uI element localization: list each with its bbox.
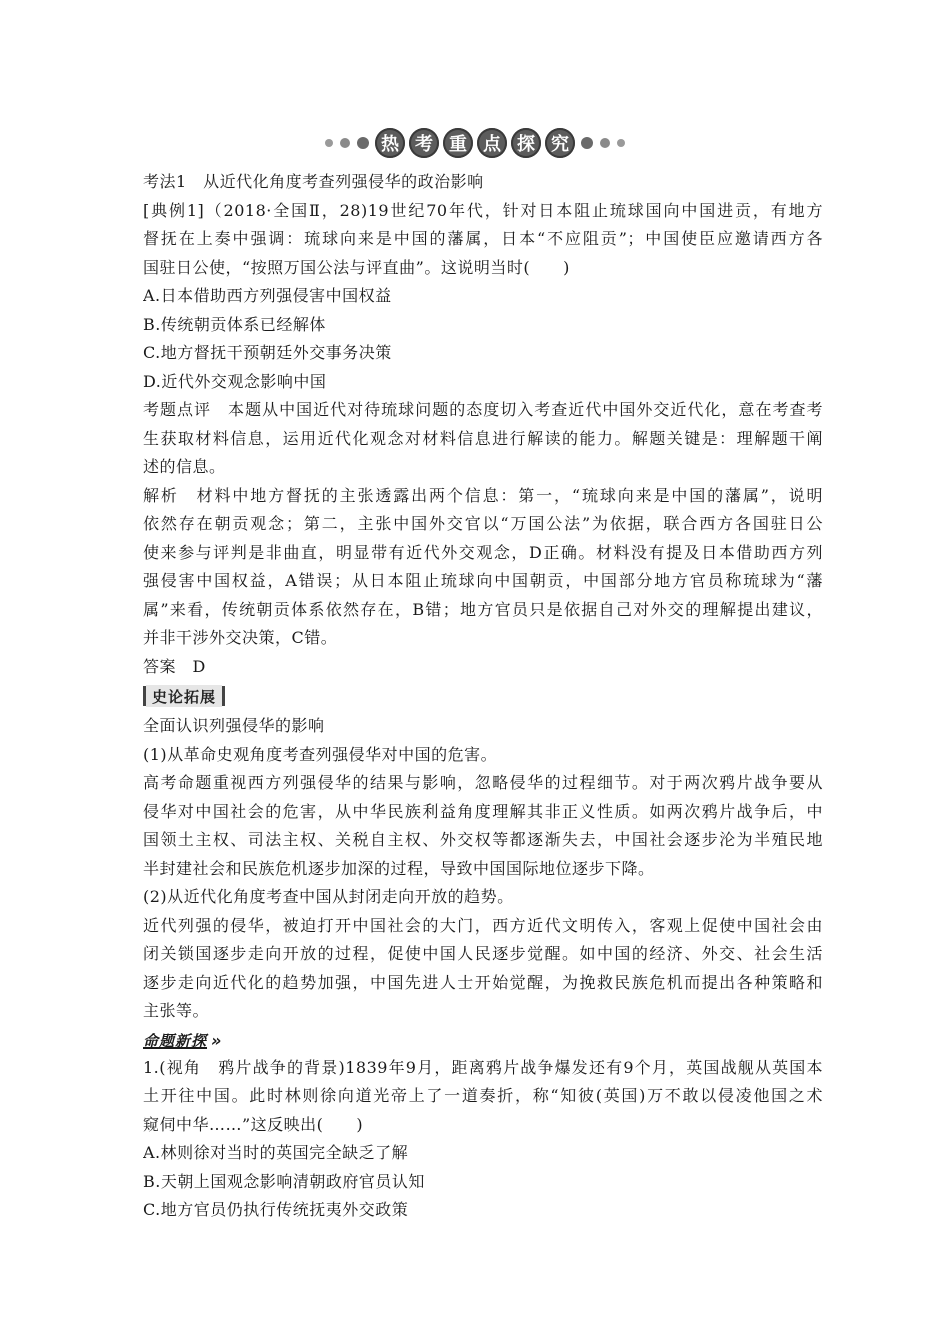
point1-line: 侵华对中国社会的危害，从中华民族利益角度理解其非正义性质。如两次鸦片战争后，中: [143, 801, 823, 821]
analysis-line: 解析 材料中地方督抚的主张透露出两个信息：第一，“琉球向来是中国的藩属”，说明: [143, 485, 823, 505]
double-chevron-icon: »: [211, 1031, 222, 1050]
point1-title: (1)从革命史观角度考查列强侵华对中国的危害。: [143, 744, 498, 764]
answer: 答案 D: [143, 656, 206, 676]
dot-icon: [325, 139, 333, 147]
review-line: 述的信息。: [143, 457, 226, 476]
review-paragraph: [143, 396, 823, 482]
point2-line: 闭关锁国逐步走向开放的过程，促使中国人民逐步觉醒。如中国的经济、外交、社会生活: [143, 944, 823, 963]
option-b: B.天朝上国观念影响清朝政府官员认知: [143, 1171, 425, 1191]
section-heading: 考法1 从近代化角度考查列强侵华的政治影响: [143, 172, 484, 191]
extension-header: [143, 684, 225, 708]
point1-line: 国领土主权、司法主权、关税自主权、外交权等都逐渐失去，中国社会逐步沦为半殖民地: [143, 830, 823, 849]
question-line: [典例1]（2018·全国Ⅱ，28)19世纪70年代，针对日本阻止琉球国向中国进贡，有地方: [143, 200, 823, 220]
option-a: A.日本借助西方列强侵害中国权益: [143, 286, 392, 305]
analysis-line: 使来参与评判是非曲直，明显带有近代外交观念，D正确。材料没有提及日本借助西方列: [143, 542, 823, 562]
banner-char: 探: [511, 128, 541, 158]
banner-char: 重: [443, 128, 473, 158]
extension-title: 全面认识列强侵华的影响: [143, 716, 325, 735]
question-line: 窥伺中华……”这反映出( ): [143, 1114, 364, 1134]
banner-dots-right: [581, 137, 625, 149]
section-banner: [0, 126, 950, 160]
point2-line: 近代列强的侵华，被迫打开中国社会的大门，西方近代文明传入，客观上促使中国社会由: [143, 915, 823, 935]
new-question-label: 命题新探: [143, 1032, 208, 1050]
banner-char: 考: [409, 128, 439, 158]
point2-paragraph: [143, 912, 823, 1026]
point1-line: 高考命题重视西方列强侵华的结果与影响，忽略侵华的过程细节。对于两次鸦片战争要从: [143, 773, 823, 792]
question-line: 国驻日公使，“按照万国公法与评直曲”。这说明当时( ): [143, 257, 570, 277]
dot-icon: [600, 138, 610, 148]
option-c: C.地方督抚干预朝廷外交事务决策: [143, 343, 392, 362]
point1-paragraph: [143, 769, 823, 883]
point2-line: 主张等。: [143, 1001, 210, 1020]
banner-char: 究: [545, 128, 575, 158]
analysis-line: 并非干涉外交决策，C错。: [143, 628, 338, 647]
option-a: A.林则徐对当时的英国完全缺乏了解: [143, 1143, 409, 1162]
banner-dots-left: [325, 137, 369, 149]
main-content: [143, 168, 823, 1225]
dot-icon: [617, 139, 625, 147]
new-question-header: [143, 1028, 823, 1054]
question-line: 督抚在上奏中强调：琉球向来是中国的藩属，日本“不应阻贡”；中国使臣应邀请西方各: [143, 229, 823, 248]
dot-icon: [357, 137, 369, 149]
question-line: 土开往中国。此时林则徐向道光帝上了一道奏折，称“知彼(英国)万不敢以侵凌他国之术: [143, 1086, 823, 1105]
analysis-line: 属”来看，传统朝贡体系依然存在，B错；地方官员只是依据自己对外交的理解提出建议，: [143, 599, 823, 619]
example-question: [143, 197, 823, 283]
option-c: C.地方官员仍执行传统抚夷外交政策: [143, 1200, 409, 1219]
option-b: B.传统朝贡体系已经解体: [143, 314, 326, 334]
analysis-paragraph: [143, 482, 823, 653]
option-d: D.近代外交观念影响中国: [143, 371, 327, 391]
banner-title: [375, 128, 575, 158]
point1-line: 半封建社会和民族危机逐步加深的过程，导致中国国际地位逐步下降。: [143, 858, 655, 878]
analysis-line: 强侵害中国权益，A错误；从日本阻止琉球向中国朝贡，中国部分地方官员称琉球为“藩: [143, 571, 823, 590]
banner-char: 点: [477, 128, 507, 158]
review-line: 考题点评 本题从中国近代对待琉球问题的态度切入考查近代中国外交近代化，意在考查考: [143, 400, 823, 419]
extension-label: 史论拓展: [146, 685, 222, 707]
question-line: 1.(视角 鸦片战争的背景)1839年9月，距离鸦片战争爆发还有9个月，英国战舰从英国本: [143, 1057, 823, 1077]
dot-icon: [340, 138, 350, 148]
banner-char: 热: [375, 128, 405, 158]
header-bar-right: [222, 686, 225, 706]
dot-icon: [581, 137, 593, 149]
new-question-stem: [143, 1054, 823, 1140]
point2-title: (2)从近代化角度考查中国从封闭走向开放的趋势。: [143, 887, 514, 906]
point2-line: 逐步走向近代化的趋势加强，中国先进人士开始觉醒，为挽救民族危机而提出各种策略和: [143, 972, 823, 992]
review-line: 生获取材料信息，运用近代化观念对材料信息进行解读的能力。解题关键是：理解题干阐: [143, 428, 823, 448]
analysis-line: 依然存在朝贡观念；第二，主张中国外交官以“万国公法”为依据，联合西方各国驻日公: [143, 514, 823, 533]
